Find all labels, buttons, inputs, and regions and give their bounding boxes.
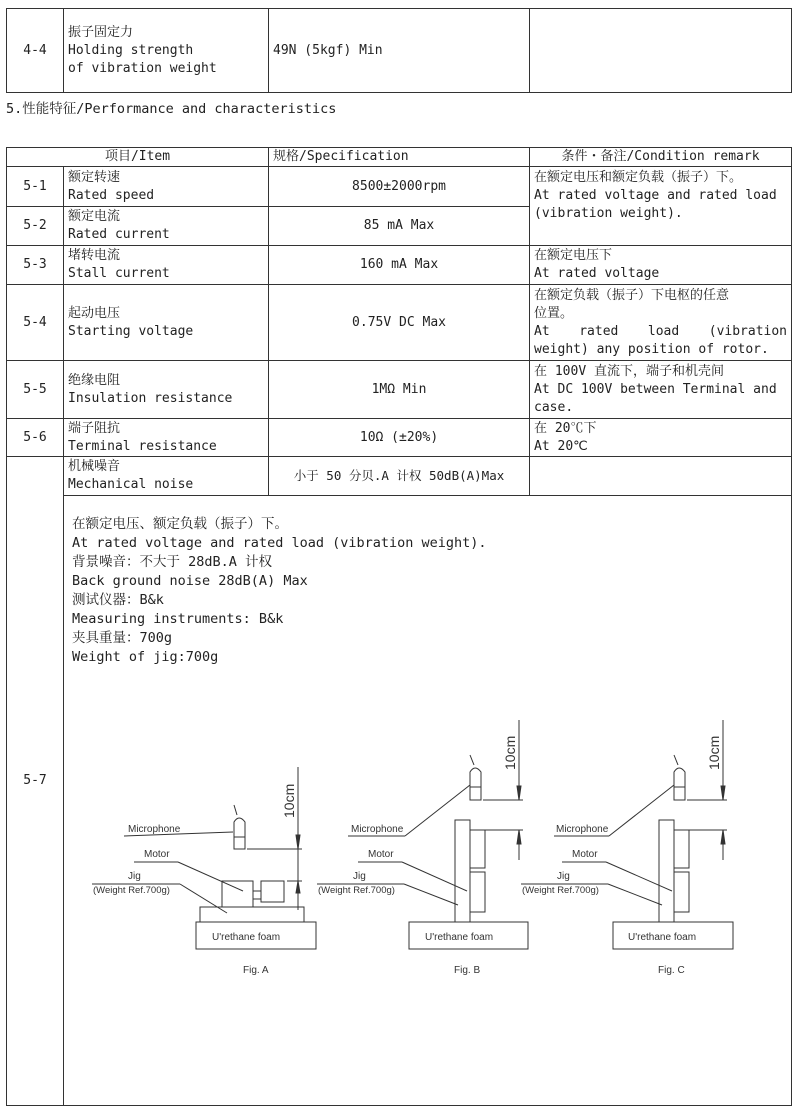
noise-line: 夹具重量：700g xyxy=(72,630,173,646)
remark-en: At rated load (vibration xyxy=(534,323,788,339)
figure-caption: Fig. A xyxy=(243,965,269,976)
microphone-label: Microphone xyxy=(351,824,404,835)
remark-en: At 20℃ xyxy=(534,438,588,454)
spec-cell: 1MΩ Min xyxy=(269,361,530,419)
item-cn: 端子阻抗 xyxy=(68,420,121,436)
microphone-label: Microphone xyxy=(128,824,181,835)
row-number: 5-6 xyxy=(7,419,64,457)
item-cn: 堵转电流 xyxy=(68,248,121,263)
item-en: Holding strength xyxy=(68,42,194,58)
noise-line: At rated voltage and rated load (vibration weight). xyxy=(72,535,487,551)
remark-en: (vibration weight). xyxy=(534,206,683,221)
figure-c xyxy=(521,720,733,976)
remark-en: At rated voltage xyxy=(534,266,660,281)
item-en: Insulation resistance xyxy=(68,390,233,406)
item-en: Rated current xyxy=(68,227,170,242)
remark-en: At rated voltage and rated load xyxy=(534,188,777,203)
spec-cell: 49N (5kgf) Min xyxy=(269,9,530,93)
foam-label: U'rethane foam xyxy=(628,932,697,943)
figure-a xyxy=(92,767,316,976)
item-en: Rated speed xyxy=(68,187,155,203)
item-cn: 额定电流 xyxy=(68,209,121,224)
noise-line: Weight of jig:700g xyxy=(72,649,219,665)
microphone-label: Microphone xyxy=(556,824,609,835)
noise-line: Measuring instruments: B&k xyxy=(72,611,284,627)
foam-label: U'rethane foam xyxy=(212,932,281,943)
row-number: 5-1 xyxy=(7,167,64,207)
item-en: of vibration weight xyxy=(68,60,217,76)
spec-cell: 10Ω (±20%) xyxy=(269,419,530,457)
remark-cn: 在额定电压和额定负载（振子）下。 xyxy=(534,170,743,185)
jig-label: Jig xyxy=(128,871,141,882)
noise-line: 在额定电压、额定负载（振子）下。 xyxy=(72,516,288,532)
item-cn: 机械噪音 xyxy=(68,459,121,474)
motor-label: Motor xyxy=(368,849,394,860)
row-number: 5-3 xyxy=(7,246,64,285)
jig-label: Jig xyxy=(353,871,366,882)
row-number: 5-7 xyxy=(7,457,64,1106)
row-number: 5-4 xyxy=(7,285,64,361)
remark-cn: 在 100V 直流下，端子和机壳间 xyxy=(534,363,724,379)
remark-en: weight) any position of rotor. xyxy=(534,341,769,357)
item-en: Mechanical noise xyxy=(68,477,194,492)
header-remark: 条件・备注/Condition remark xyxy=(530,148,792,167)
item-en: Starting voltage xyxy=(68,323,194,339)
figure-b xyxy=(317,720,528,976)
item-cn: 绝缘电阻 xyxy=(68,372,121,388)
remark-en: case. xyxy=(534,399,574,415)
remark-cn: 在额定电压下 xyxy=(534,248,613,263)
jig-weight-label: (Weight Ref.700g) xyxy=(522,885,599,896)
distance-label: 10cm xyxy=(706,735,722,770)
item-en: Terminal resistance xyxy=(68,438,217,454)
remark-cn: 在额定负载（振子）下电枢的任意 xyxy=(534,287,730,303)
spec-cell: 0.75V DC Max xyxy=(269,285,530,361)
item-en: Stall current xyxy=(68,266,170,281)
header-spec: 规格/Specification xyxy=(269,148,530,167)
noise-line: Back ground noise 28dB(A) Max xyxy=(72,573,308,589)
jig-label: Jig xyxy=(557,871,570,882)
item-cn: 振子固定力 xyxy=(68,24,134,40)
row-number: 5-5 xyxy=(7,361,64,419)
section-title: 5.性能特征/Performance and characteristics xyxy=(6,101,337,117)
spec-cell: 85 mA Max xyxy=(269,207,530,246)
motor-label: Motor xyxy=(572,849,598,860)
remark-en: At DC 100V between Terminal and xyxy=(534,381,777,397)
noise-line: 测试仪器：B&k xyxy=(72,592,164,608)
spec-cell: 小于 50 分贝.A 计权 50dB(A)Max xyxy=(269,457,530,496)
row-number: 4-4 xyxy=(7,9,64,93)
distance-label: 10cm xyxy=(502,735,518,770)
motor-label: Motor xyxy=(144,849,170,860)
item-cn: 起动电压 xyxy=(68,305,121,321)
figure-caption: Fig. B xyxy=(454,965,481,976)
spec-cell: 160 mA Max xyxy=(269,246,530,285)
foam-label: U'rethane foam xyxy=(425,932,494,943)
figure-caption: Fig. C xyxy=(658,965,685,976)
remark-cn: 在 20℃下 xyxy=(534,420,597,436)
header-item: 项目/Item xyxy=(7,148,269,167)
row-number: 5-2 xyxy=(7,207,64,246)
distance-label: 10cm xyxy=(281,783,297,818)
jig-weight-label: (Weight Ref.700g) xyxy=(318,885,395,896)
item-cn: 额定转速 xyxy=(68,169,121,185)
remark-cn: 位置。 xyxy=(534,305,574,321)
spec-cell: 8500±2000rpm xyxy=(269,167,530,207)
noise-line: 背景噪音：不大于 28dB.A 计权 xyxy=(72,554,273,570)
jig-weight-label: (Weight Ref.700g) xyxy=(93,885,170,896)
